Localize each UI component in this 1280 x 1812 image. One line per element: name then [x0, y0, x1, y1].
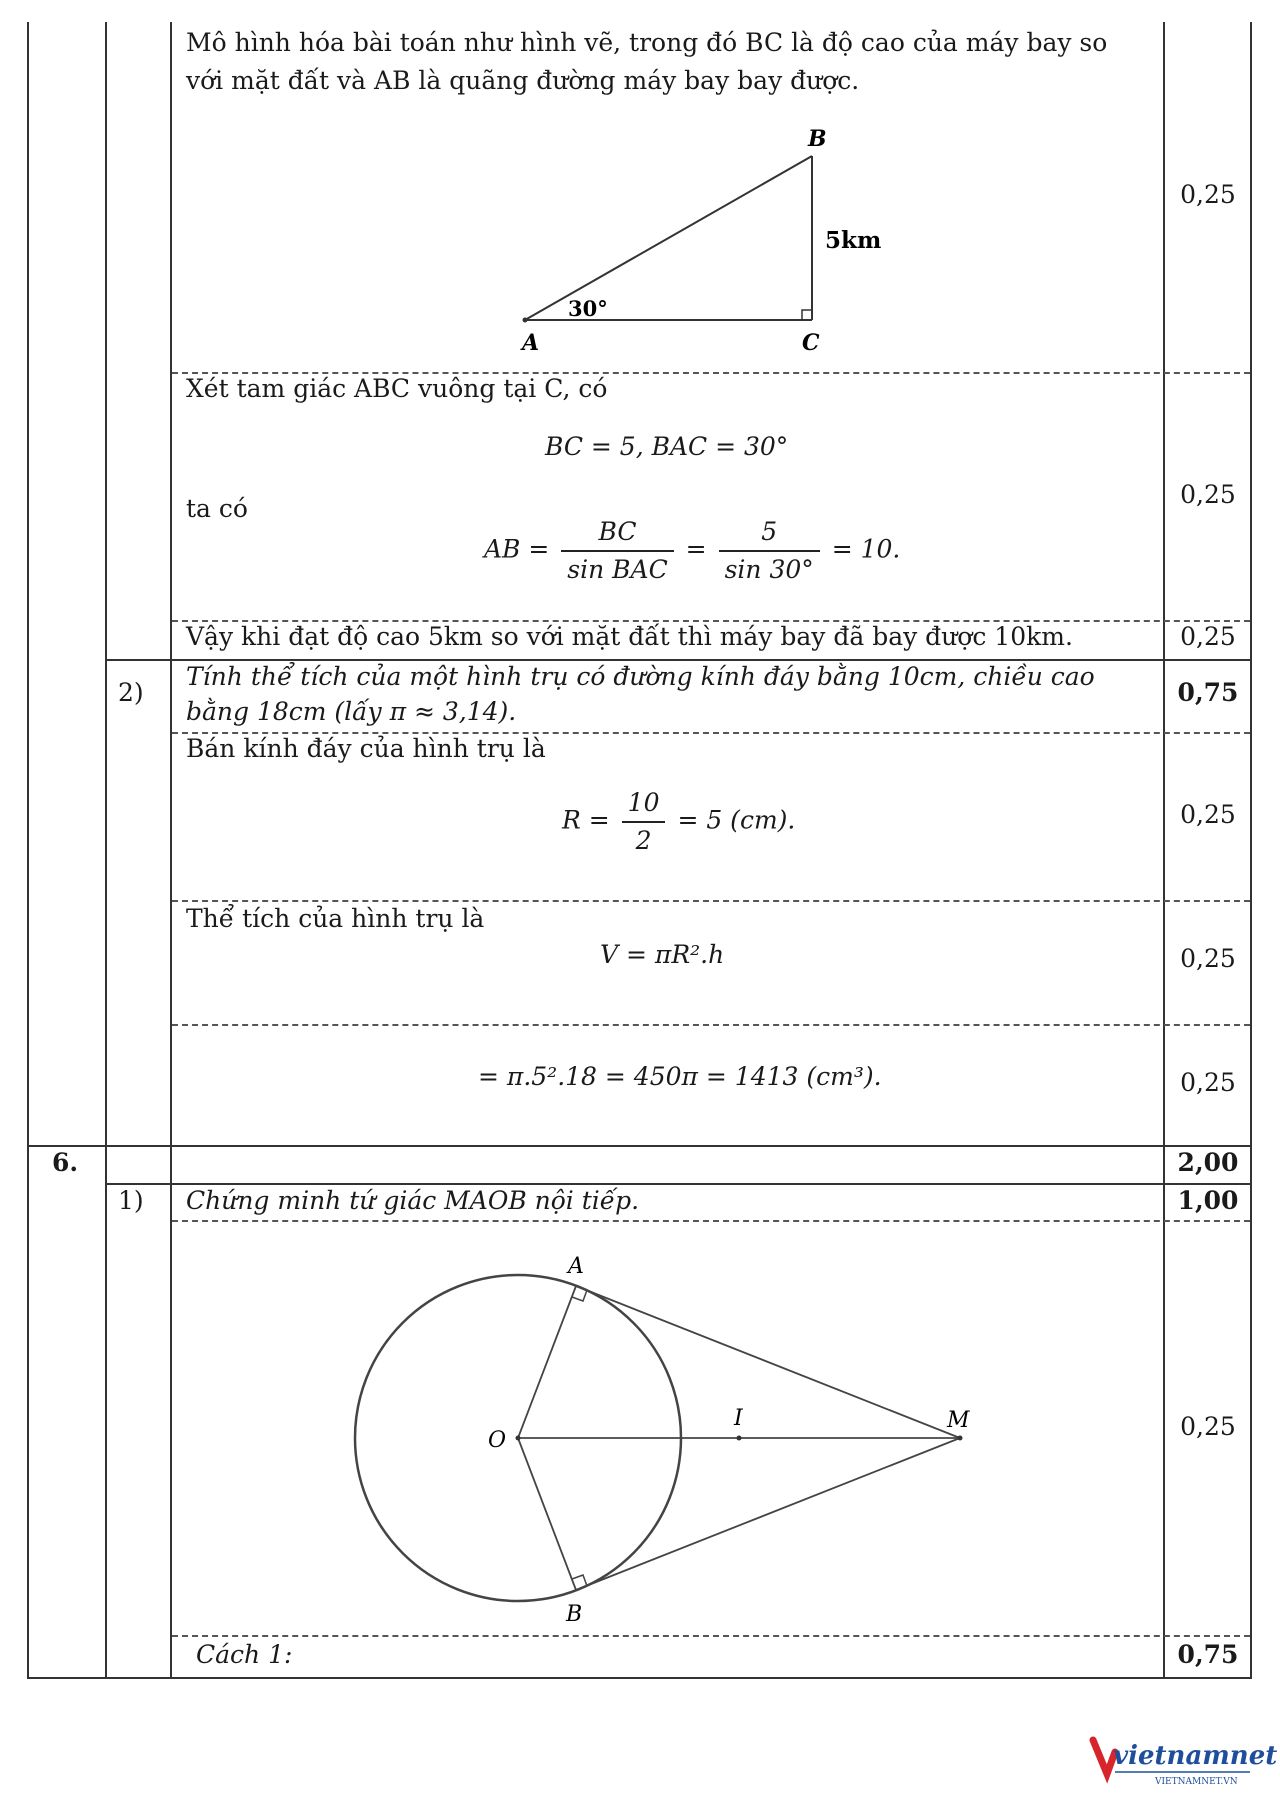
- consider-text: Xét tam giác ABC vuông tại C, có: [186, 374, 608, 403]
- label-a: A: [568, 1254, 584, 1279]
- score-method: 0,75: [1177, 1640, 1239, 1669]
- volume-text: Thể tích của hình trụ là: [186, 904, 485, 933]
- label-b: B: [566, 1602, 583, 1627]
- logo-subtext: VIETNAMNET.VN: [1155, 1777, 1238, 1787]
- score-conclusion: 0,25: [1180, 622, 1236, 651]
- score-task-6-1: 1,00: [1177, 1186, 1239, 1215]
- fraction-10-2: [622, 785, 666, 859]
- ab-lhs: AB =: [484, 534, 550, 564]
- radius-oa: [518, 1286, 576, 1438]
- point-a: [523, 318, 528, 323]
- task-line-1: Tính thể tích của một hình trụ có đường kính đáy bằng 10cm, chiều cao: [186, 662, 1095, 691]
- fraction-numerator: BC: [561, 514, 673, 552]
- tangent-mb: [576, 1438, 960, 1590]
- score-model: 0,25: [1180, 180, 1236, 209]
- task-prove-cyclic: Chứng minh tứ giác MAOB nội tiếp.: [186, 1186, 640, 1215]
- label-c: C: [802, 330, 820, 356]
- label-i: I: [734, 1406, 743, 1431]
- logo-v-mark: [1093, 1740, 1115, 1774]
- score-question-6: 2,00: [1177, 1148, 1239, 1177]
- fraction-numerator: 5: [719, 514, 820, 552]
- fraction-numerator: 10: [622, 785, 666, 823]
- fraction-denominator: sin BAC: [567, 555, 668, 584]
- radius-equation: [562, 785, 795, 859]
- score-volume: 0,25: [1180, 944, 1236, 973]
- point-i: [737, 1436, 742, 1441]
- volume-formula: V = πR².h: [600, 940, 725, 969]
- conclusion-text: Vậy khi đạt độ cao 5km so với mặt đất thì máy bay đã bay được 10km.: [186, 622, 1073, 651]
- label-m: M: [947, 1408, 970, 1433]
- point-m: [958, 1436, 963, 1441]
- right-triangle-figure: [500, 118, 920, 368]
- sub-question-number-1: 1): [118, 1186, 144, 1215]
- radius-rhs: = 5 (cm).: [677, 805, 796, 835]
- logo-text: vietnamnet: [1113, 1741, 1278, 1771]
- method-label: Cách 1:: [196, 1640, 293, 1669]
- radius-ob: [518, 1438, 576, 1590]
- point-o: [516, 1436, 521, 1441]
- score-task-total: 0,75: [1177, 678, 1239, 707]
- tangent-ma: [576, 1286, 960, 1438]
- label-b: B: [808, 126, 827, 152]
- model-text-line-2: với mặt đất và AB là quãng đường máy bay bay được.: [186, 66, 860, 95]
- fraction-bc-sin: [561, 514, 673, 588]
- label-o: O: [488, 1428, 507, 1453]
- score-volume-calc: 0,25: [1180, 1068, 1236, 1097]
- fraction-5-sin30: [719, 514, 820, 588]
- model-text-line-1: Mô hình hóa bài toán như hình vẽ, trong đó BC là độ cao của máy bay so: [186, 28, 1108, 57]
- ab-rhs: = 10.: [831, 534, 901, 564]
- circle-tangent-figure: [340, 1245, 1000, 1625]
- vietnamnet-logo: [1085, 1722, 1278, 1792]
- label-a: A: [522, 330, 540, 356]
- question-number-6: 6.: [52, 1148, 79, 1177]
- we-have-text: ta có: [186, 494, 248, 523]
- ab-equation: [484, 514, 900, 588]
- score-radius: 0,25: [1180, 800, 1236, 829]
- fraction-denominator: 2: [635, 826, 652, 855]
- task-line-2: bằng 18cm (lấy π ≈ 3,14).: [186, 697, 517, 726]
- label-angle-a: 30°: [568, 296, 608, 321]
- right-angle-mark: [802, 310, 812, 320]
- score-figure: 0,25: [1180, 1412, 1236, 1441]
- radius-text: Bán kính đáy của hình trụ là: [186, 734, 546, 763]
- radius-lhs: R =: [562, 805, 610, 835]
- equals-sign: =: [685, 534, 707, 564]
- fraction-denominator: sin 30°: [724, 555, 814, 584]
- given-equation: BC = 5, BAC = 30°: [545, 432, 789, 461]
- sub-question-number-2: 2): [118, 678, 144, 707]
- label-side-bc: 5km: [825, 227, 882, 254]
- volume-calculation: = π.5².18 = 450π = 1413 (cm³).: [478, 1062, 882, 1091]
- score-calc: 0,25: [1180, 480, 1236, 509]
